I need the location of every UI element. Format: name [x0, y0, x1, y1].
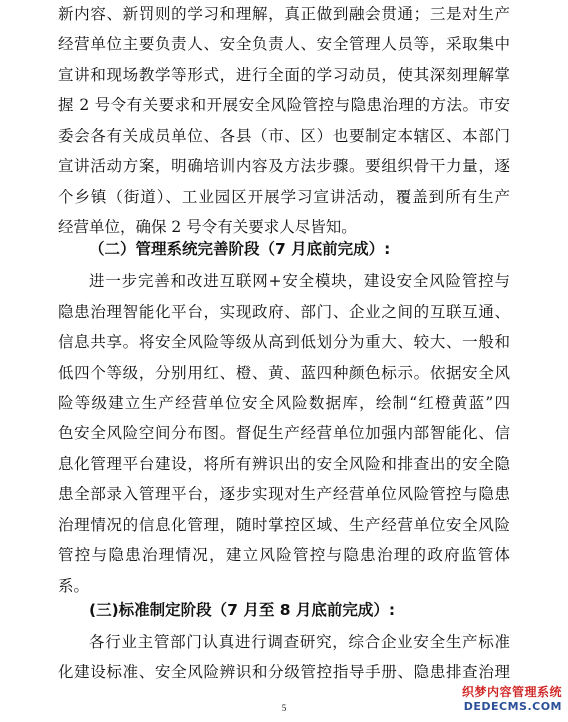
paragraph-line: 色安全风险空间分布图。督促生产经营单位加强内部智能化、信 — [58, 424, 510, 442]
paragraph-line: 新内容、新罚则的学习和理解，真正做到融会贯通；三是对生产 — [58, 5, 510, 23]
page-number: 5 — [281, 703, 287, 713]
paragraph-line: 低四个等级，分别用红、橙、黄、蓝四种颜色标示。依据安全风 — [58, 364, 510, 382]
section-heading: (三)标准制定阶段（7 月至 8 月底前完成）: — [89, 601, 396, 619]
paragraph-line: 隐患治理智能化平台，实现政府、部门、企业之间的互联互通、 — [58, 303, 510, 321]
paragraph-line: 化建设标准、安全风险辨识和分级管控指导手册、隐患排查治理 — [58, 663, 510, 681]
paragraph-line: 宣讲和现场教学等形式，进行全面的学习动员，使其深刻理解掌 — [58, 66, 510, 84]
paragraph-line: 进一步完善和改进互联网+安全模块，建设安全风险管控与 — [89, 272, 510, 290]
paragraph-line: 治理情况的信息化管理，随时掌控区域、生产经营单位安全风险 — [58, 516, 510, 534]
paragraph-line: 委会各有关成员单位、各县（市、区）也要制定本辖区、本部门 — [58, 127, 510, 145]
watermark-logo — [442, 684, 562, 718]
paragraph-line: 管控与隐患治理情况，建立风险管控与隐患治理的政府监管体 — [58, 546, 510, 564]
paragraph-line: 信息共享。将安全风险等级从高到低划分为重大、较大、一般和 — [58, 333, 510, 351]
paragraph-line: 息化管理平台建设，将所有辨识出的安全风险和排查出的安全隐 — [58, 455, 510, 473]
paragraph-line: 系。 — [58, 577, 90, 595]
paragraph-line: 经营单位，确保 2 号令有关要求人尽皆知。 — [58, 218, 357, 236]
paragraph-line: 个乡镇（街道）、工业园区开展学习宣讲活动，覆盖到所有生产 — [58, 188, 510, 206]
paragraph-line: 患全部录入管理平台，逐步实现对生产经营单位风险管控与隐患 — [58, 485, 510, 503]
paragraph-line: 握 2 号令有关要求和开展安全风险管控与隐患治理的方法。市安 — [58, 96, 510, 114]
paragraph-line: 各行业主管部门认真进行调查研究，综合企业安全生产标准 — [89, 633, 510, 651]
section-heading: （二）管理系统完善阶段（7 月底前完成）: — [89, 240, 391, 258]
watermark-url: DEDECMS.COM — [463, 700, 562, 713]
paragraph-line: 宣讲活动方案，明确培训内容及方法步骤。要组织骨干力量，逐 — [58, 157, 510, 175]
watermark-title: 织梦内容管理系统 — [461, 685, 562, 699]
paragraph-line: 经营单位主要负责人、安全负责人、安全管理人员等，采取集中 — [58, 35, 510, 53]
paragraph-line: 险等级建立生产经营单位安全风险数据库，绘制“红橙黄蓝”四 — [58, 394, 510, 412]
